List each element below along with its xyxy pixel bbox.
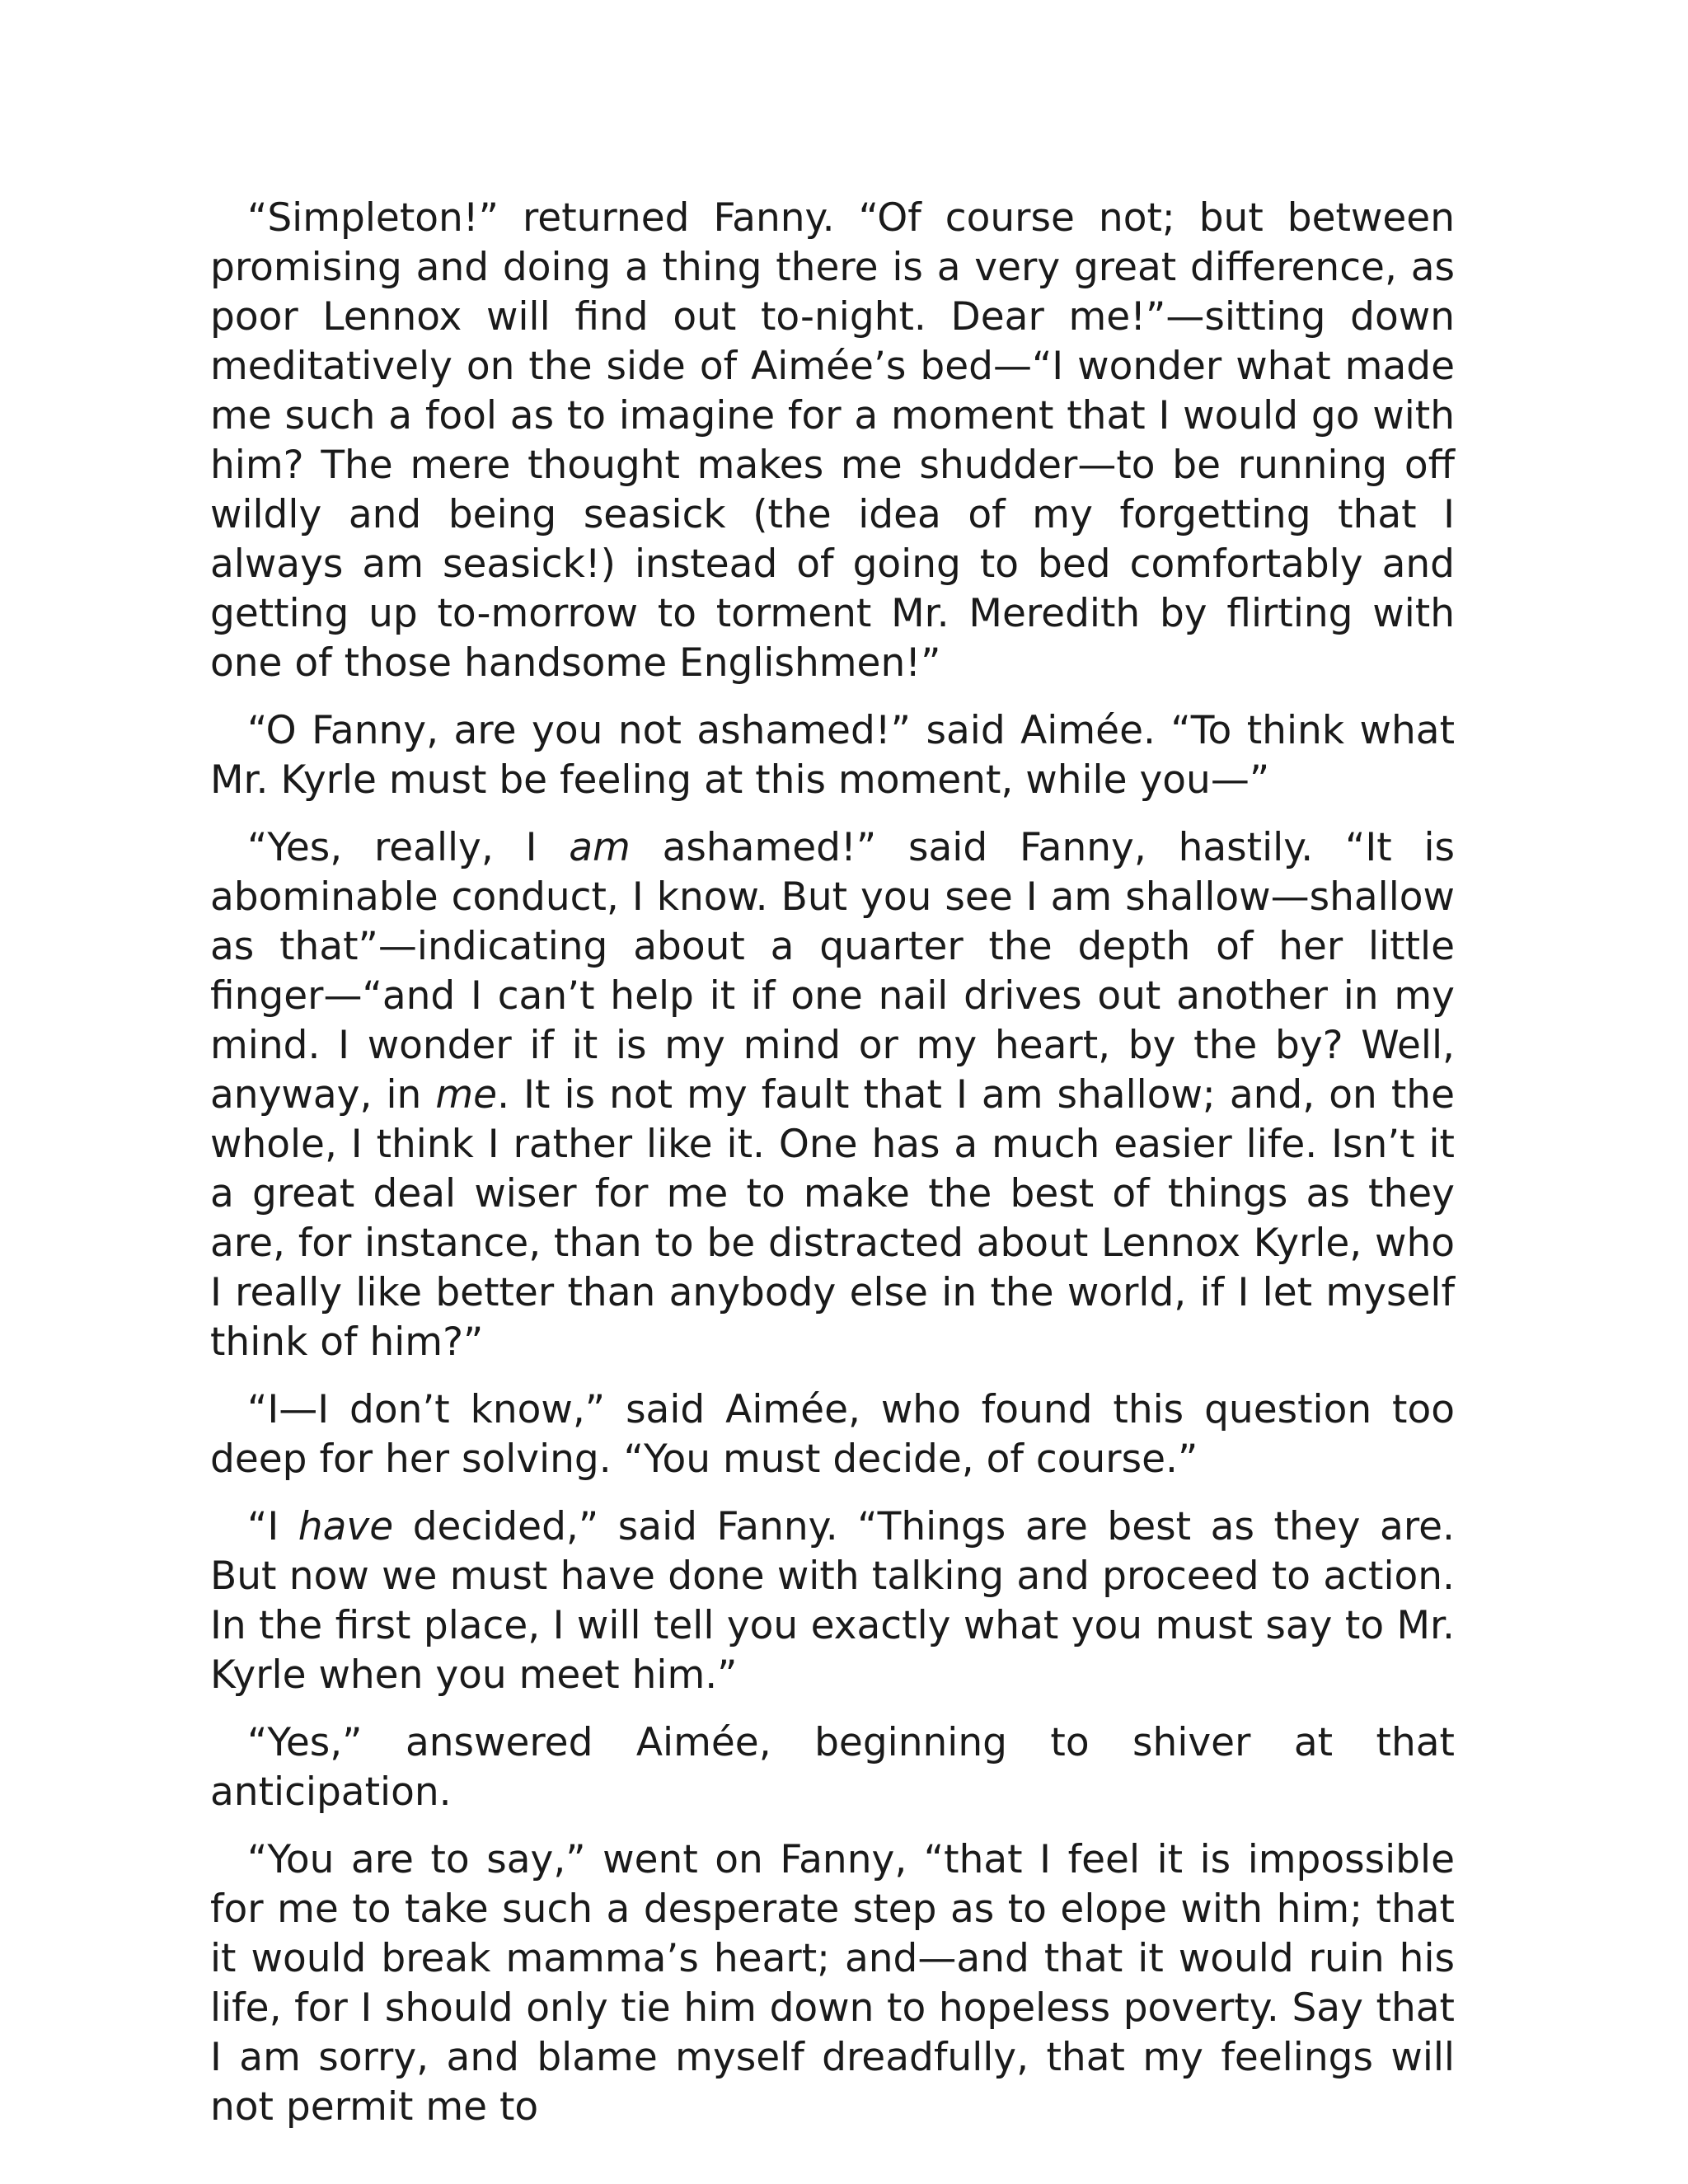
text-run: . It is not my fault that I am shallow; and, on the whole, I think I rather like it. One has a much easier life. Isn’t it a great deal wiser for me to make the best of things as they are, for instance, than to be distracted about Lennox Kyrle, who I really like better than anybody else in the world, if I let myself think of him?” [210,1072,1455,1365]
text-run: “Simpleton!” returned Fanny. “Of course not; but between promising and doing a thing there is a very great difference, as poor Lennox will find out to-night. Dear me!”—sitting down meditatively on the side of Aimée’s bed—“I wonder what made me such a fool as to imagine for a moment that I would go with him? The mere thought makes me shudder—to be running off wildly and being seasick (the idea of my forgetting that I always am seasick!) instead of going to bed comfortably and getting up to-morrow to torment Mr. Meredith by flirting with one of those handsome Englishmen!” [210,195,1455,686]
text-run: decided,” said Fanny. “Things are best as they are. But now we must have done with talking and proceed to action. In the first place, I will tell you exactly what you must say to Mr. Kyrle when you meet him.” [210,1504,1456,1698]
book-page [210,194,1455,2150]
emphasis-text: have [298,1504,394,1549]
text-run: “You are to say,” went on Fanny, “that I feel it is impossible for me to take such a desperate step as to elope with him; that it would break mamma’s heart; and—and that it would ruin his life, for I should only tie him down to hopeless poverty. Say that I am sorry, and blame myself dreadfully, that my feelings will not permit me to [210,1837,1455,2130]
paragraph-2 [210,706,1455,805]
text-run: “Yes, really, I [247,825,570,870]
emphasis-text: am [569,825,631,870]
paragraph-4 [210,1385,1455,1484]
paragraph-7 [210,1835,1455,2132]
text-run: “I [247,1504,298,1549]
text-run: ashamed!” said Fanny, hastily. “It is abominable conduct, I know. But you see I am shallow—shallow as that”—indicating about a quarter the depth of her little finger—“and I can’t help it if one nail drives out another in my mind. I wonder if it is my mind or my heart, by the by? Well, anyway, in [210,825,1455,1118]
text-run: “Yes,” answered Aimée, beginning to shiver at that anticipation. [210,1720,1455,1815]
paragraph-6 [210,1718,1455,1817]
paragraph-1 [210,194,1455,688]
paragraph-5 [210,1502,1455,1700]
text-run: “I—I don’t know,” said Aimée, who found this question too deep for her solving. “You must decide, of course.” [210,1387,1455,1482]
emphasis-text: me [435,1072,498,1118]
paragraph-3 [210,823,1455,1367]
text-run: “O Fanny, are you not ashamed!” said Aimée. “To think what Mr. Kyrle must be feeling at this moment, while you—” [210,708,1455,803]
